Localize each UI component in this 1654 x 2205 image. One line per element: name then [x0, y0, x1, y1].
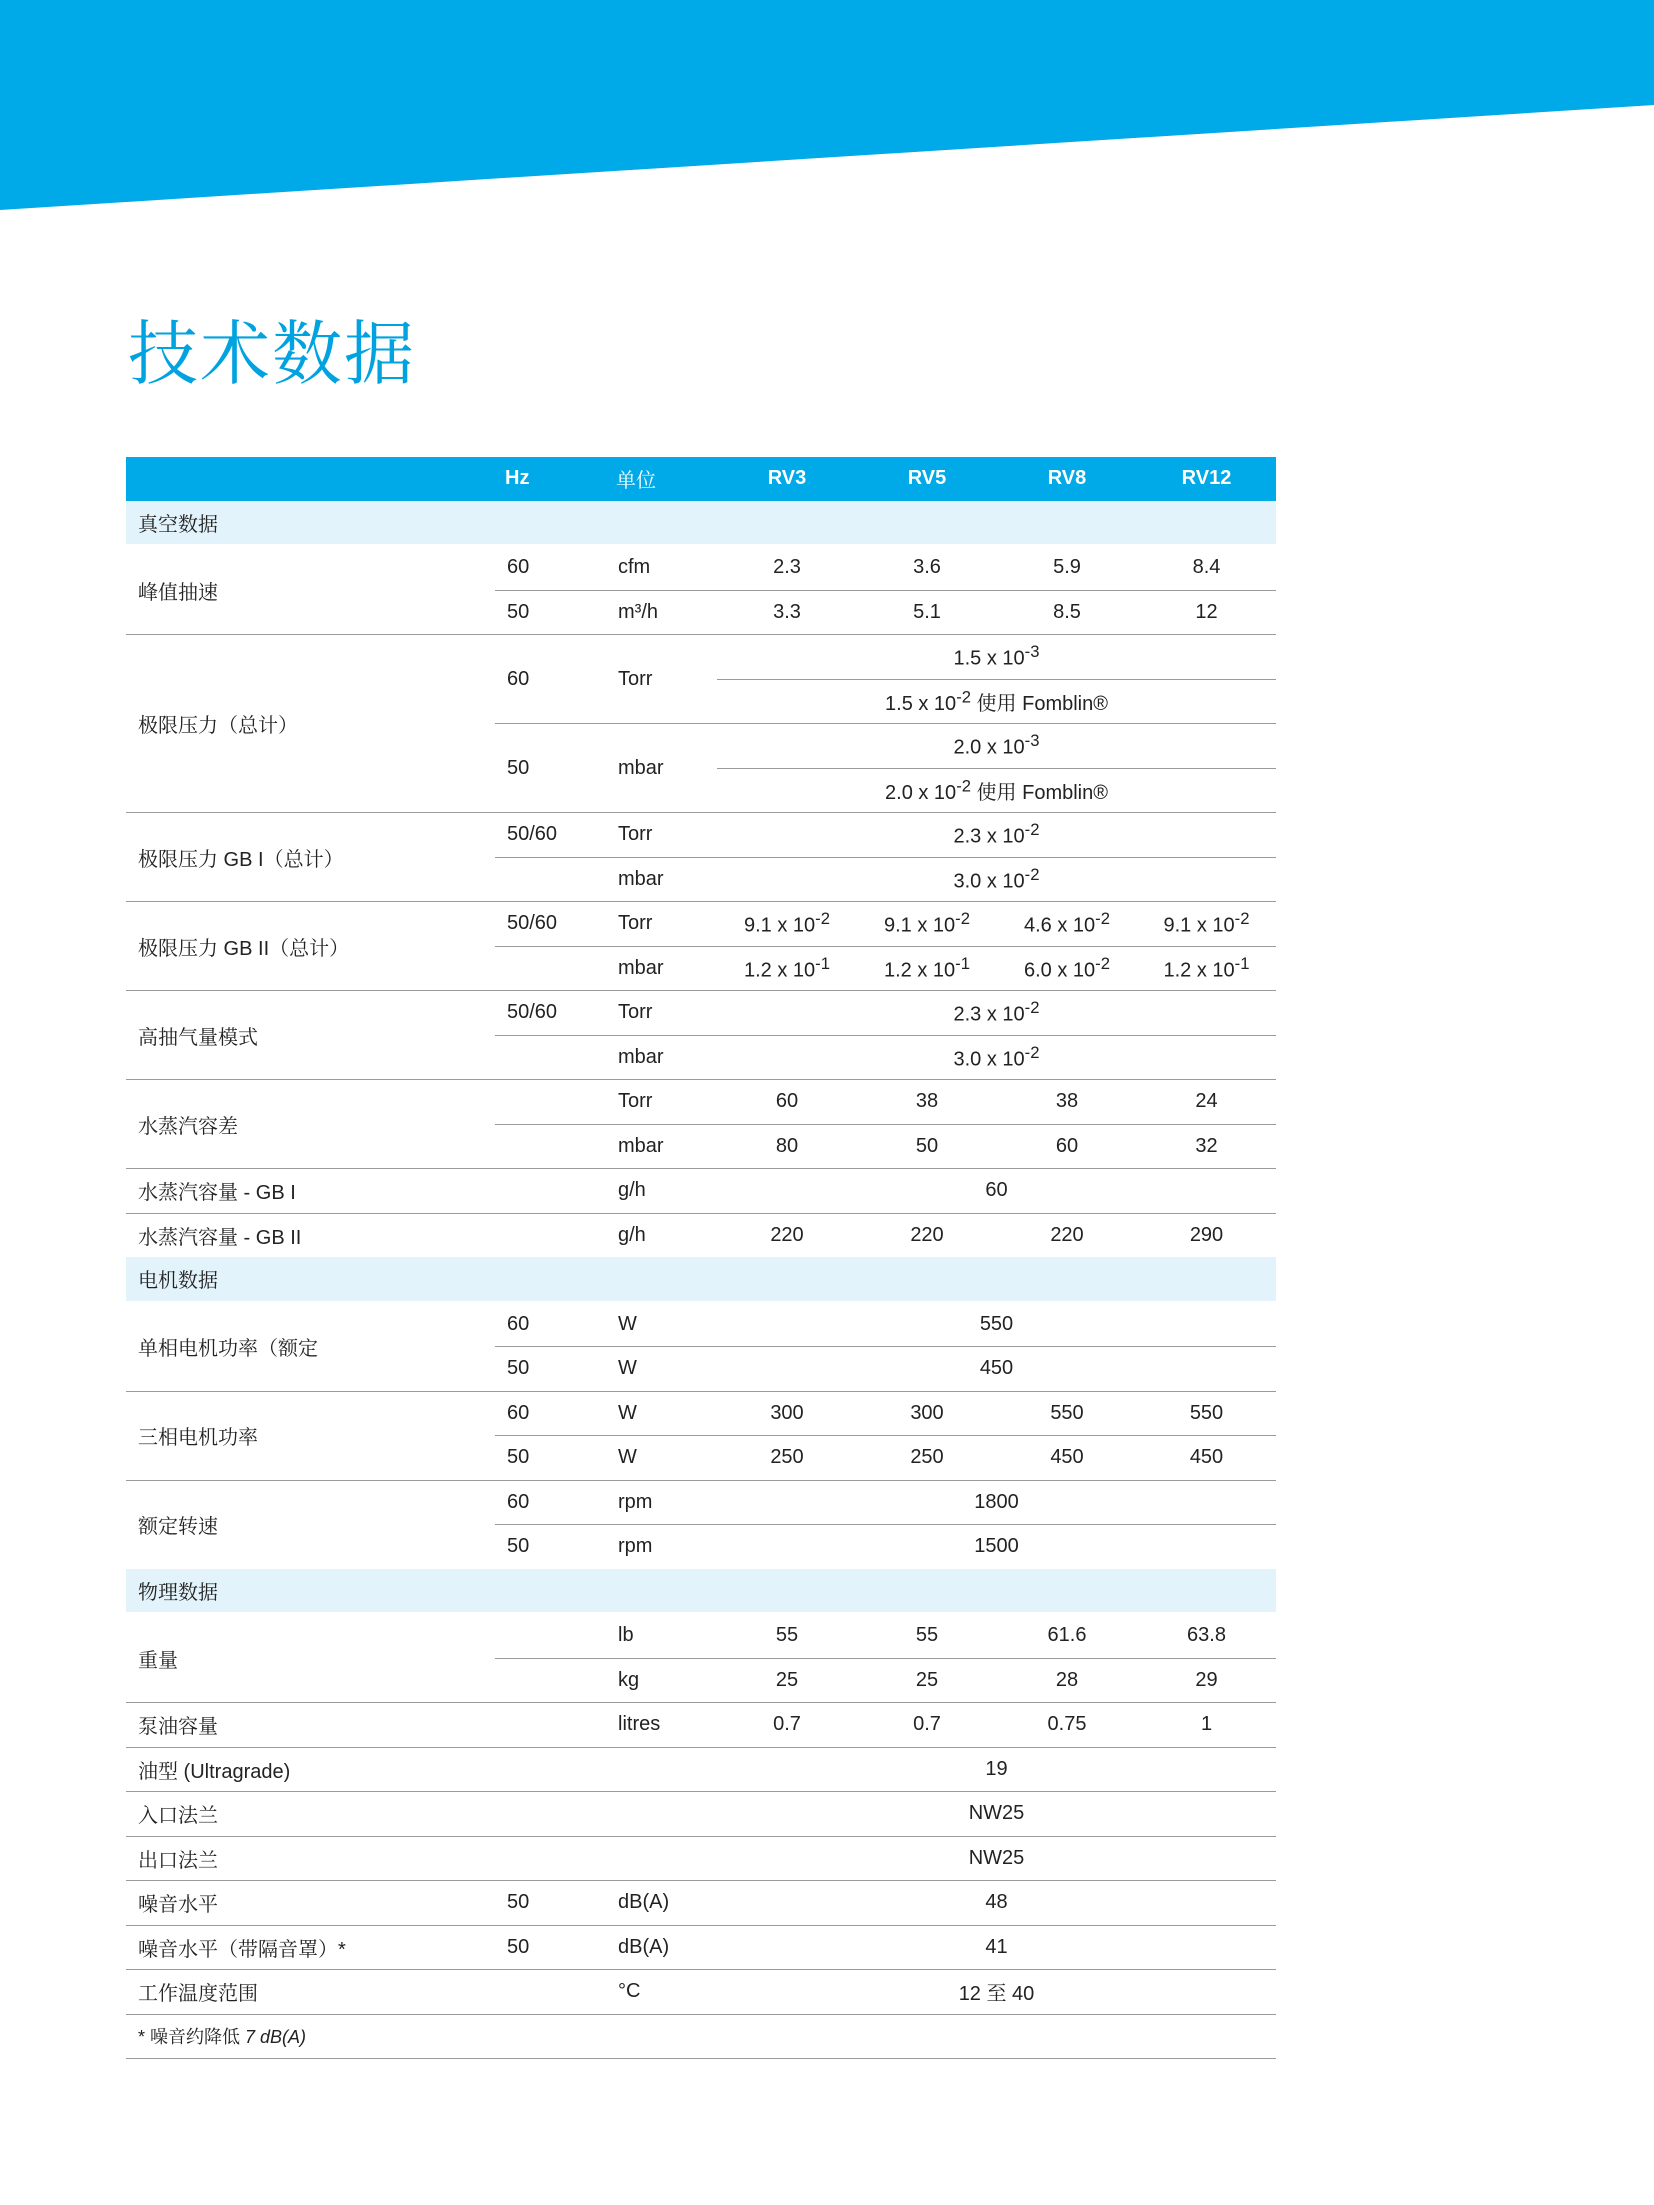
row-label-ultimate-total: 极限压力（总计） — [126, 635, 495, 813]
value-cell: NW25 — [717, 1792, 1276, 1837]
value-cell: 9.1 x $10^{-2}$ — [1137, 902, 1276, 947]
unit-cell: m³/h — [606, 590, 717, 635]
value-cell: 1.5 x $10^{-2}$ 使用 Fomblin® — [717, 679, 1276, 724]
value-cell: 8.5 — [997, 590, 1137, 635]
table-row — [126, 1703, 1276, 1748]
value-cell: NW25 — [717, 1836, 1276, 1881]
value-cell: 60 — [717, 1080, 857, 1125]
hz-cell: 50 — [495, 590, 606, 635]
unit-cell — [606, 1836, 717, 1881]
value-cell: 25 — [717, 1658, 857, 1703]
table-row — [126, 1480, 1276, 1525]
value-cell: 60 — [717, 1169, 1276, 1214]
value-cell: 28 — [997, 1658, 1137, 1703]
value-cell: 0.75 — [997, 1703, 1137, 1748]
table-row — [126, 1792, 1276, 1837]
unit-cell: mbar — [606, 724, 717, 813]
section-row-vacuum — [126, 501, 1276, 546]
table-row — [126, 1613, 1276, 1658]
hz-cell: 60 — [495, 1302, 606, 1347]
value-cell: 38 — [997, 1080, 1137, 1125]
hz-cell — [495, 1747, 606, 1792]
footnote-marker: * — [138, 2027, 151, 2048]
value-cell: 2.3 x $10^{-2}$ — [717, 991, 1276, 1036]
value-cell: 3.3 — [717, 590, 857, 635]
value-cell: 6.0 x $10^{-2}$ — [997, 946, 1137, 991]
value-cell: 8.4 — [1137, 545, 1276, 590]
unit-cell: litres — [606, 1703, 717, 1748]
hz-cell: 50 — [495, 1436, 606, 1481]
value-cell: 220 — [910, 1223, 944, 1246]
section-row-physical — [126, 1569, 1276, 1614]
section-title-physical: 物理数据 — [126, 1569, 1276, 1614]
value-cell: 12 至 40 — [717, 1970, 1276, 2015]
row-label-water-capacity-gb1: 水蒸汽容量 - GB I — [126, 1169, 495, 1214]
hz-cell — [495, 1213, 606, 1257]
value-cell: 1.2 x $10^{-1}$ — [717, 946, 857, 991]
unit-cell: lb — [606, 1613, 717, 1658]
header-banner — [0, 0, 1654, 215]
header-unit: 单位 — [606, 457, 717, 501]
value-cell: 450 — [717, 1347, 1276, 1392]
hz-cell: 60 — [495, 1480, 606, 1525]
row-label-weight: 重量 — [126, 1613, 495, 1703]
value-cell: 80 — [717, 1124, 857, 1169]
value-cell: 9.1 x $10^{-2}$ — [717, 902, 857, 947]
value-cell: 1.2 x $10^{-1}$ — [857, 946, 997, 991]
hz-cell — [495, 1658, 606, 1703]
unit-cell: dB(A) — [606, 1881, 717, 1926]
header-model-rv12: RV12 — [1137, 457, 1276, 501]
spec-table — [126, 457, 1276, 2059]
hz-cell — [495, 1613, 606, 1658]
value-cell: 12 — [1137, 590, 1276, 635]
unit-cell: W — [606, 1347, 717, 1392]
unit-cell: kg — [606, 1658, 717, 1703]
hz-cell — [495, 1035, 606, 1080]
value-cell: 41 — [717, 1925, 1276, 1970]
unit-cell: Torr — [606, 902, 717, 947]
row-label-peak-speed: 峰值抽速 — [126, 545, 495, 635]
row-label-single-phase-power: 单相电机功率（额定 — [126, 1302, 495, 1392]
table-row — [126, 813, 1276, 858]
table-row — [126, 1881, 1276, 1926]
unit-cell: g/h — [618, 1223, 646, 1246]
header-model-rv5: RV5 — [857, 457, 997, 501]
table-row — [126, 545, 1276, 590]
row-label-ultimate-gb1: 极限压力 GB I（总计） — [126, 813, 495, 902]
row-label-water-capacity-gb2: 水蒸汽容量 - GB II — [138, 1226, 302, 1249]
value-cell: 38 — [857, 1080, 997, 1125]
value-cell: 9.1 x $10^{-2}$ — [857, 902, 997, 947]
row-label-three-phase-power: 三相电机功率 — [126, 1391, 495, 1480]
value-cell: 3.6 — [857, 545, 997, 590]
unit-cell: g/h — [606, 1169, 717, 1214]
hz-cell — [495, 1970, 606, 2015]
row-label-oil-type: 油型 (Ultragrade) — [126, 1747, 495, 1792]
unit-cell: mbar — [606, 857, 717, 902]
value-cell: 2.3 x $10^{-2}$ — [717, 813, 1276, 858]
value-cell: 290 — [1189, 1223, 1224, 1246]
unit-cell: cfm — [606, 545, 717, 590]
row-label-rated-speed: 额定转速 — [138, 1516, 218, 1538]
value-cell: 2.0 x $10^{-2}$ 使用 Fomblin® — [717, 768, 1276, 813]
footnote-row — [126, 2014, 1276, 2059]
table-row — [126, 1391, 1276, 1436]
row-label-noise-level-enclosure: 噪音水平（带隔音罩）* — [126, 1925, 495, 1970]
hz-cell: 50 — [507, 1535, 530, 1558]
value-cell: 24 — [1137, 1080, 1276, 1125]
row-label-inlet-flange: 入口法兰 — [126, 1792, 495, 1837]
row-label-noise-level: 噪音水平 — [126, 1881, 495, 1926]
row-label-oil-capacity: 泵油容量 — [126, 1703, 495, 1748]
unit-cell: °C — [606, 1970, 717, 2015]
table-row — [126, 635, 1276, 680]
value-cell: 550 — [997, 1391, 1137, 1436]
value-cell: 29 — [1137, 1658, 1276, 1703]
hz-cell — [495, 946, 606, 991]
unit-cell: W — [606, 1436, 717, 1481]
hz-cell: 50/60 — [495, 902, 606, 947]
table-row — [126, 1970, 1276, 2015]
value-cell: 550 — [717, 1302, 1276, 1347]
hz-cell: 50 — [495, 724, 606, 813]
value-cell: 3.0 x $10^{-2}$ — [717, 857, 1276, 902]
footnote-text: 噪音约降低 — [150, 2027, 246, 2048]
table-row — [126, 991, 1276, 1036]
table-row — [126, 1213, 1276, 1257]
value-cell: 55 — [857, 1613, 997, 1658]
unit-cell: Torr — [606, 813, 717, 858]
hz-cell: 50/60 — [495, 813, 606, 858]
unit-cell: rpm — [606, 1480, 717, 1525]
value-cell: 300 — [717, 1391, 857, 1436]
value-cell: 55 — [717, 1613, 857, 1658]
value-cell: 5.1 — [857, 590, 997, 635]
table-row — [126, 902, 1276, 947]
unit-cell — [606, 1792, 717, 1837]
value-cell: 2.0 x $10^{-3}$ — [717, 724, 1276, 769]
hz-cell — [495, 1792, 606, 1837]
unit-cell: W — [606, 1302, 717, 1347]
header-parameter — [126, 457, 495, 501]
value-cell: 300 — [857, 1391, 997, 1436]
value-cell: 2.3 — [717, 545, 857, 590]
hz-cell: 60 — [495, 1391, 606, 1436]
value-cell: 25 — [857, 1658, 997, 1703]
unit-cell: mbar — [606, 1035, 717, 1080]
value-cell: 3.0 x $10^{-2}$ — [717, 1035, 1276, 1080]
unit-cell: mbar — [606, 1124, 717, 1169]
hz-cell — [495, 1080, 606, 1125]
value-cell: 220 — [770, 1223, 804, 1246]
value-cell: 450 — [1137, 1436, 1276, 1481]
value-cell: 60 — [997, 1124, 1137, 1169]
hz-cell: 50 — [495, 1925, 606, 1970]
table-row — [126, 1302, 1276, 1347]
value-cell: 63.8 — [1137, 1613, 1276, 1658]
unit-cell: rpm — [618, 1535, 653, 1558]
table-row — [126, 1925, 1276, 1970]
value-cell: 4.6 x $10^{-2}$ — [997, 902, 1137, 947]
unit-cell: Torr — [606, 635, 717, 724]
unit-cell: Torr — [606, 991, 717, 1036]
value-cell: 1800 — [717, 1480, 1276, 1525]
hz-cell: 50 — [495, 1347, 606, 1392]
hz-cell: 60 — [495, 635, 606, 724]
value-cell: 250 — [857, 1436, 997, 1481]
value-cell: 0.7 — [857, 1703, 997, 1748]
unit-cell: W — [606, 1391, 717, 1436]
value-cell: 1500 — [974, 1535, 1019, 1558]
hz-cell: 50 — [495, 1881, 606, 1926]
table-row — [126, 1169, 1276, 1214]
value-cell: 1 — [1137, 1703, 1276, 1748]
hz-cell — [495, 1703, 606, 1748]
value-cell: 250 — [717, 1436, 857, 1481]
value-cell: 50 — [857, 1124, 997, 1169]
value-cell: 5.9 — [997, 545, 1137, 590]
unit-cell — [606, 1747, 717, 1792]
value-cell: 1.2 x $10^{-1}$ — [1137, 946, 1276, 991]
hz-cell — [495, 1169, 606, 1214]
table-row — [126, 1080, 1276, 1125]
row-label-operating-temperature: 工作温度范围 — [126, 1970, 495, 2015]
hz-cell — [495, 857, 606, 902]
value-cell: 550 — [1137, 1391, 1276, 1436]
hz-cell — [495, 1124, 606, 1169]
table-header-row — [126, 457, 1276, 501]
value-cell: 220 — [1050, 1223, 1084, 1246]
unit-cell: mbar — [606, 946, 717, 991]
table-row — [126, 1747, 1276, 1792]
row-label-water-vapour-tolerance: 水蒸汽容差 — [126, 1080, 495, 1169]
unit-cell: Torr — [606, 1080, 717, 1125]
hz-cell: 60 — [495, 545, 606, 590]
value-cell: 19 — [717, 1747, 1276, 1792]
header-hz: Hz — [495, 457, 606, 501]
section-row-motor — [126, 1257, 1276, 1302]
value-cell: 450 — [997, 1436, 1137, 1481]
footnote-value: 7 dB(A) — [245, 2027, 307, 2048]
table-row — [126, 1836, 1276, 1881]
row-label-outlet-flange: 出口法兰 — [126, 1836, 495, 1881]
footnote — [126, 2014, 1276, 2059]
section-title-vacuum: 真空数据 — [126, 501, 1276, 546]
hz-cell: 50/60 — [495, 991, 606, 1036]
section-title-motor: 电机数据 — [126, 1257, 1276, 1302]
header-model-rv3: RV3 — [717, 457, 857, 501]
page-title: 技术数据 — [128, 313, 416, 395]
row-label-ultimate-gb2: 极限压力 GB II（总计） — [126, 902, 495, 991]
value-cell: 1.5 x $10^{-3}$ — [717, 635, 1276, 680]
row-label-high-throughput: 高抽气量模式 — [126, 991, 495, 1080]
unit-cell: dB(A) — [606, 1925, 717, 1970]
value-cell: 61.6 — [997, 1613, 1137, 1658]
value-cell: 32 — [1137, 1124, 1276, 1169]
value-cell: 48 — [717, 1881, 1276, 1926]
value-cell: 0.7 — [717, 1703, 857, 1748]
hz-cell — [495, 1836, 606, 1881]
header-model-rv8: RV8 — [997, 457, 1137, 501]
